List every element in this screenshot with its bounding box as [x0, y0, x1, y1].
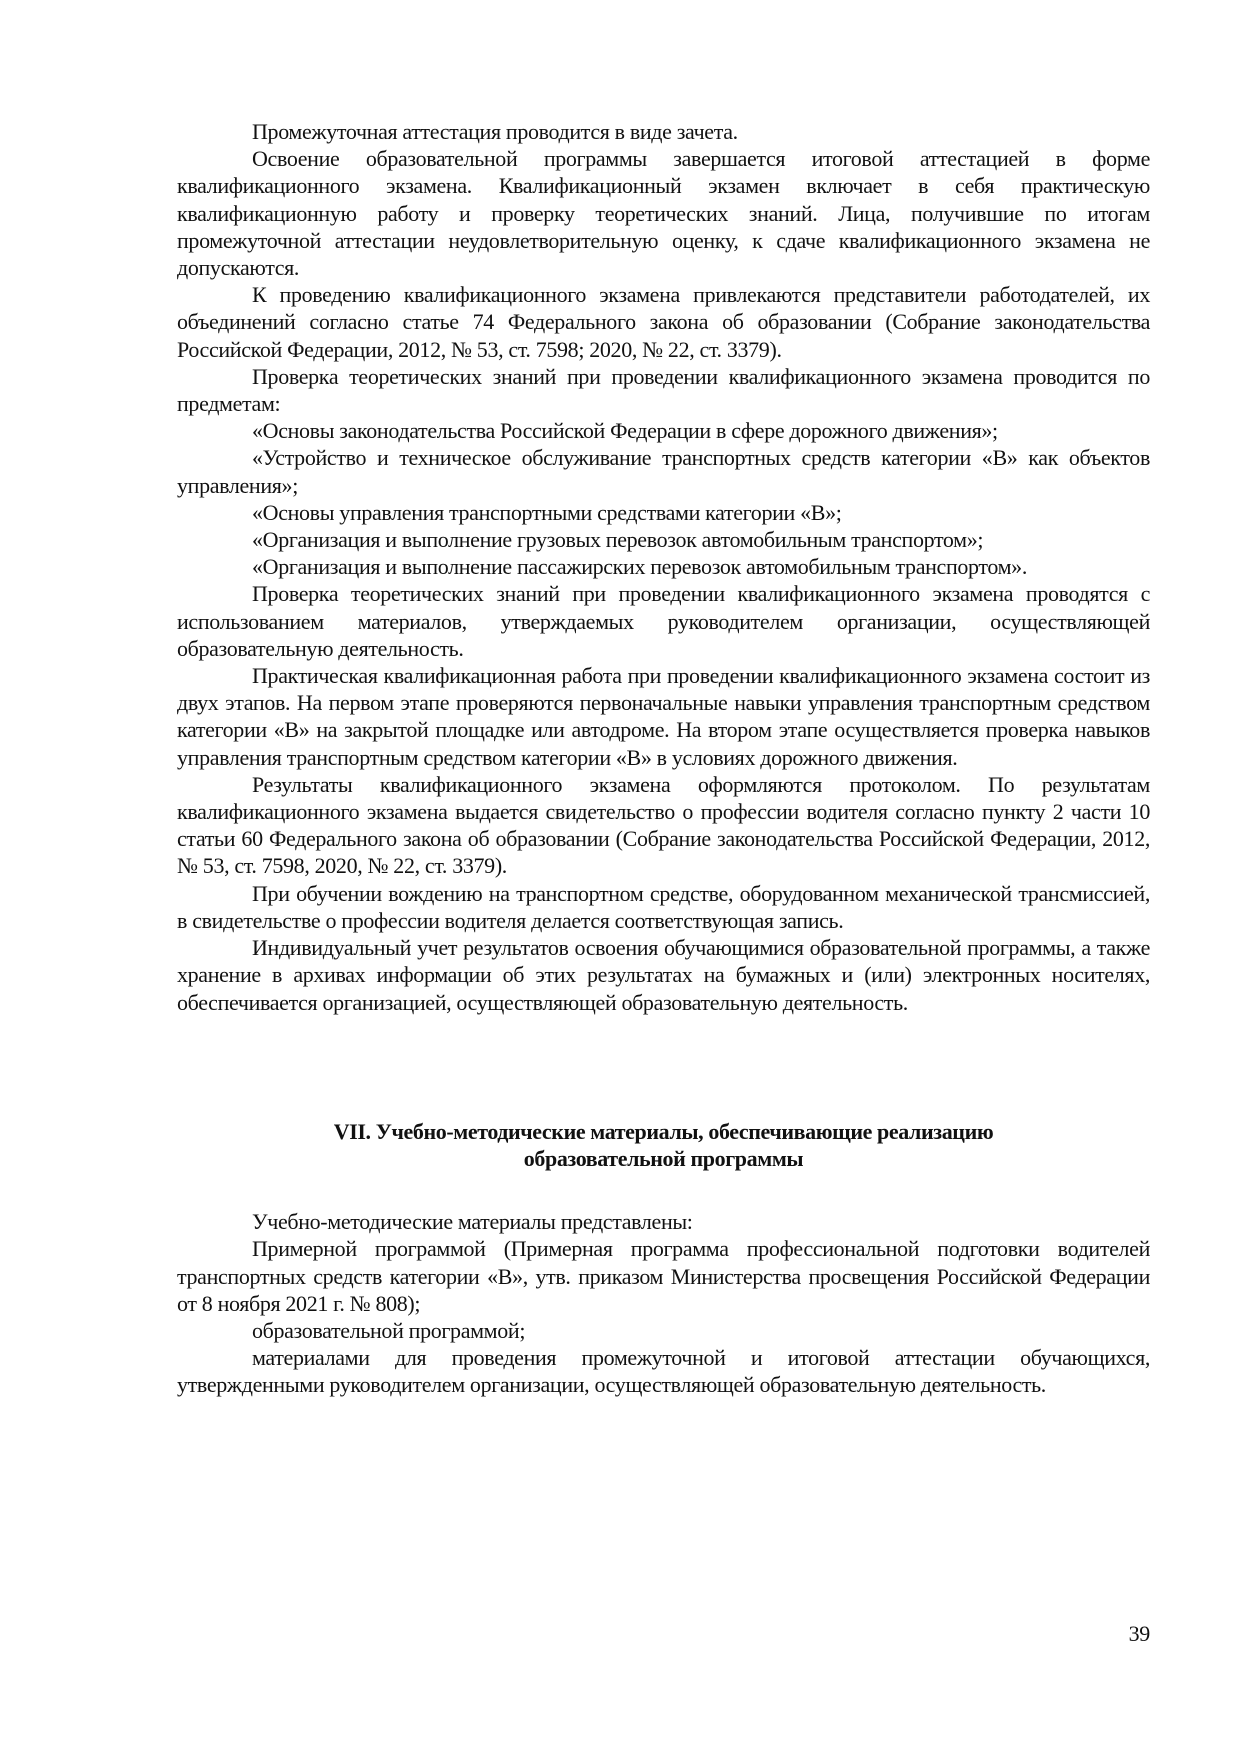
- paragraph-intermediate-attestation: Промежуточная аттестация проводится в виде зачета.: [252, 119, 738, 144]
- paragraph-final-attestation: Освоение образовательной программы завершается итоговой аттестацией в форме квалификационного экзамена. Квалификационный экзамен включает в себя практическую квалификационную работу и проверку теоретических знаний. Лица, получившие по итогам промежуточной аттестации неудовлетворительную оценку, к сдаче квалификационного экзамена не допускаются.: [177, 146, 1150, 281]
- section-heading-line: VII. Учебно-методические материалы, обеспечивающие реализацию: [333, 1118, 994, 1144]
- section-heading: [177, 1118, 1150, 1172]
- paragraph-individual-records: Индивидуальный учет результатов освоения обучающимися образовательной программы, а также хранение в архивах информации об этих результатах на бумажных и (или) электронных носителях, обеспечивается организацией, осуществляющей образовательную деятельность.: [177, 935, 1150, 1015]
- list-item-subject: «Устройство и техническое обслуживание транспортных средств категории «В» как объектов управления»;: [177, 445, 1150, 498]
- paragraph-manual-transmission: При обучении вождению на транспортном средстве, оборудованном механической трансмиссией, в свидетельстве о профессии водителя делается соответствующая запись.: [177, 880, 1150, 933]
- list-item-subject: «Организация и выполнение грузовых перевозок автомобильным транспортом»;: [252, 527, 984, 553]
- section-heading-line: образовательной программы: [523, 1145, 804, 1171]
- paragraph-theory-subjects-intro: Проверка теоретических знаний при проведении квалификационного экзамена проводится по предметам:: [177, 363, 1150, 417]
- list-item-subject: «Организация и выполнение пассажирских перевозок автомобильным транспортом».: [252, 554, 1027, 580]
- list-item-subject: «Основы законодательства Российской Федерации в сфере дорожного движения»;: [252, 418, 998, 444]
- paragraph-materials-intro: Учебно-методические материалы представлены:: [252, 1209, 693, 1235]
- paragraph-practical-work: Практическая квалификационная работа при проведении квалификационного экзамена состоит из двух этапов. На первом этапе проверяются первоначальные навыки управления транспортным средством категории «В» на закрытой площадке или автодроме. На втором этапе осуществляется проверка навыков управления транспортным средством категории «В» в условиях дорожного движения.: [177, 663, 1150, 770]
- document-page: [177, 118, 1150, 1399]
- list-item-subject: «Основы управления транспортными средствами категории «В»;: [252, 499, 842, 525]
- paragraph-exam-results: Результаты квалификационного экзамена оформляются протоколом. По результатам квалификационного экзамена выдается свидетельство о профессии водителя согласно пункту 2 части 10 статьи 60 Федерального закона об образовании (Собрание законодательства Российской Федерации, 2012, № 53, ст. 7598, 2020, № 22, ст. 3379).: [177, 771, 1150, 879]
- list-item-material: Примерной программой (Примерная программа профессиональной подготовки водителей транспортных средств категории «В», утв. приказом Министерства просвещения Российской Федерации от 8 ноября 2021 г. № 808);: [177, 1236, 1150, 1316]
- paragraph-theory-materials: Проверка теоретических знаний при проведении квалификационного экзамена проводятся с использованием материалов, утверждаемых руководителем организации, осуществляющей образовательную деятельность.: [177, 581, 1150, 661]
- heading-spacer: [177, 1172, 1150, 1208]
- list-item-material: материалами для проведения промежуточной и итоговой аттестации обучающихся, утвержденными руководителем организации, осуществляющей образовательную деятельность.: [177, 1345, 1150, 1398]
- paragraph-employers-involvement: К проведению квалификационного экзамена привлекаются представители работодателей, их объединений согласно статье 74 Федерального закона об образовании (Собрание законодательства Российской Федерации, 2012, № 53, ст. 7598; 2020, № 22, ст. 3379).: [177, 282, 1150, 362]
- section-spacer: [177, 1016, 1150, 1118]
- page-number: 39: [1128, 1621, 1150, 1646]
- list-item-material: образовательной программой;: [252, 1317, 526, 1343]
